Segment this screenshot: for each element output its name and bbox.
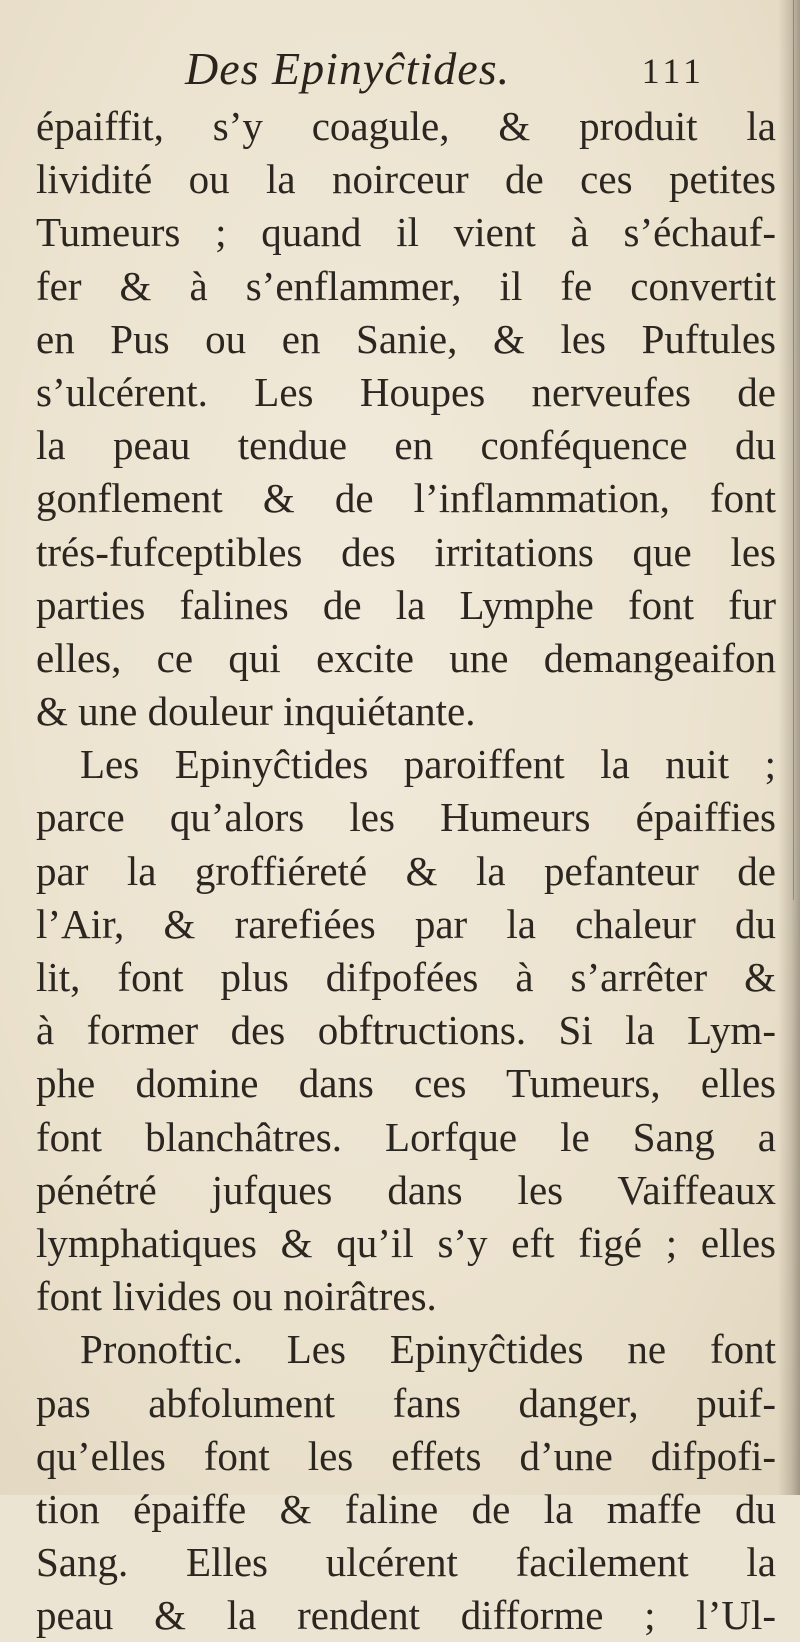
text-line: pas abfolument fans danger, puif- (36, 1379, 776, 1426)
text-line: trés-fufceptibles des irritations que les (36, 528, 776, 575)
text-line: l’Air, & rarefiées par la chaleur du (36, 900, 776, 947)
page-number: 111 (641, 51, 705, 91)
text-line: en Pus ou en Sanie, & les Puftules (36, 315, 776, 362)
text-line: pénétré jufques dans les Vaiffeaux (36, 1166, 776, 1213)
text-line: Pronoftic. Les Epinyĉtides ne font (80, 1326, 776, 1373)
text-line: phe domine dans ces Tumeurs, elles (36, 1060, 776, 1107)
page-header (0, 42, 800, 102)
page-edge-line (793, 0, 794, 900)
text-line: s’ulcérent. Les Houpes nerveufes de (36, 368, 776, 415)
text-line: gonflement & de l’inflammation, font (36, 475, 776, 522)
text-line: elles, ce qui excite une demangeaifon (36, 634, 776, 681)
page-edge-shadow (778, 0, 800, 1495)
text-line: lit, font plus difpofées à s’arrêter & (36, 954, 776, 1000)
text-line: la peau tendue en conféquence du (36, 422, 776, 469)
text-line: épaiffit, s’y coagule, & produit la (36, 103, 776, 149)
text-line: Tumeurs ; quand il vient à s’échauf- (36, 209, 776, 256)
text-line: parties falines de la Lymphe font fur (36, 581, 776, 628)
running-title: Des Epinyĉtides. (185, 43, 511, 94)
text-line: qu’elles font les effets d’une difpofi- (36, 1432, 776, 1479)
text-line: tion épaiffe & faline de la maffe du (36, 1485, 776, 1532)
text-line: font blanchâtres. Lorfque le Sang a (36, 1113, 776, 1160)
text-line: Les Epinyĉtides paroiffent la nuit ; (80, 741, 776, 788)
text-line: par la groffiéreté & la pefanteur de (36, 847, 776, 894)
text-line: & une douleur inquiétante. (36, 688, 476, 735)
text-line: à former des obftructions. Si la Lym- (36, 1007, 776, 1054)
text-line: lymphatiques & qu’il s’y eft figé ; elles (36, 1219, 776, 1266)
text-line: parce qu’alors les Humeurs épaiffies (36, 794, 776, 841)
text-line: fer & à s’enflammer, il fe convertit (36, 262, 776, 309)
body-text (36, 100, 776, 1642)
text-line: font livides ou noirâtres. (36, 1273, 437, 1320)
text-line: lividité ou la noirceur de ces petites (36, 156, 776, 203)
text-line: peau & la rendent difforme ; l’Ul- (36, 1592, 776, 1639)
text-line: Sang. Elles ulcérent facilement la (36, 1539, 776, 1586)
